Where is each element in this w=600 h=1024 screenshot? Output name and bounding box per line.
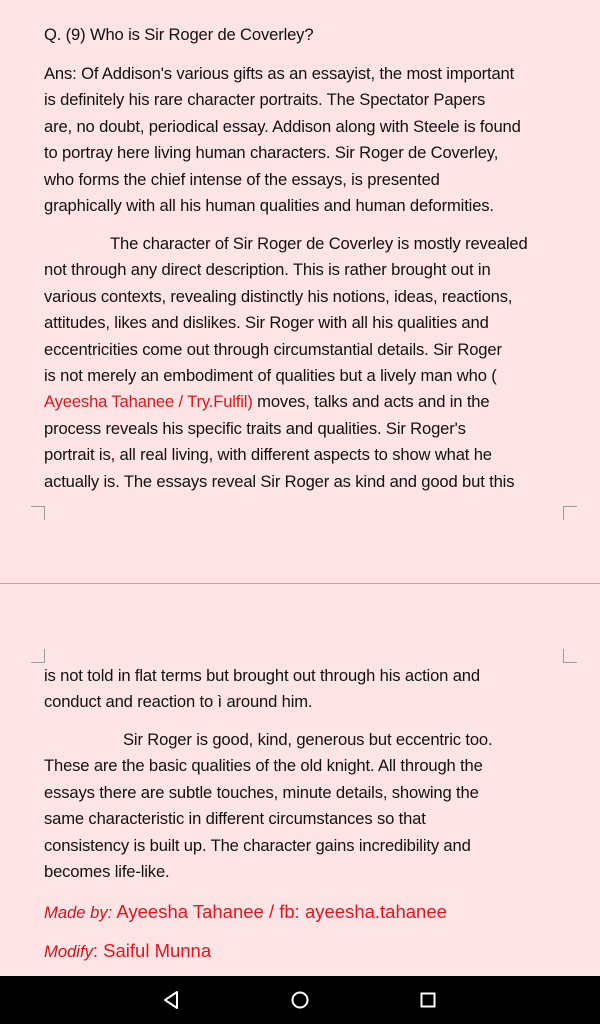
text-line: Sir Roger is good, kind, generous but eccentric too.	[123, 730, 493, 749]
text-line: attitudes, likes and dislikes. Sir Roger with all his qualities and	[44, 313, 489, 333]
text-line: process reveals his specific traits and qualities. Sir Roger's	[44, 418, 466, 438]
text-line: is definitely his rare character portraits. The Spectator Papers	[44, 90, 486, 110]
text-line: eccentricities come out through circumstantial details. Sir Roger	[44, 339, 502, 359]
text-line: conduct and reaction to ì around him.	[44, 692, 313, 712]
text-line: consistency is built up. The character gains incredibility and	[44, 835, 471, 855]
text-line: are, no doubt, periodical essay. Addison along with Steele is found	[44, 116, 521, 136]
text-line: who forms the chief intense of the essays, is presented	[44, 169, 440, 189]
made-by-label: Made by:	[44, 903, 113, 922]
text-line: actually is. The essays reveal Sir Roger as kind and good but this	[44, 471, 515, 491]
made-by-credit	[44, 901, 447, 923]
author-watermark-text: Ayeesha Tahanee / Try.Fulfil)	[44, 392, 253, 412]
text-line: to portray here living human characters. Sir Roger de Coverley,	[44, 143, 499, 163]
text-line: not through any direct description. This is rather brought out in	[44, 260, 491, 280]
page-corner-mark-bottom-left	[31, 506, 45, 520]
text-line: is not merely an embodiment of qualities but a lively man who (	[44, 366, 497, 386]
page-corner-mark-bottom-right	[563, 506, 577, 520]
qualities-paragraph	[44, 727, 569, 885]
question-text: Q. (9) Who is Sir Roger de Coverley?	[44, 25, 314, 44]
text-fragment: moves, talks and acts and in the	[252, 392, 490, 412]
text-line: Ans: Of Addison's various gifts as an essayist, the most important	[44, 64, 515, 83]
modify-label: Modify	[44, 942, 93, 961]
modify-value: : Saiful Munna	[92, 940, 212, 961]
text-line: portrait is, all real living, with different aspects to show what he	[44, 445, 492, 465]
document-page-2	[0, 584, 600, 976]
home-button[interactable]	[270, 976, 330, 1024]
text-line: same characteristic in different circumstances so that	[44, 809, 426, 829]
text-line: becomes life-like.	[44, 862, 170, 882]
text-line: The character of Sir Roger de Coverley is mostly revealed	[110, 234, 528, 253]
character-paragraph	[44, 231, 569, 495]
back-button[interactable]	[142, 976, 202, 1024]
text-line-with-watermark	[44, 389, 569, 415]
recents-button[interactable]	[398, 976, 458, 1024]
page-corner-mark-top-left	[31, 649, 45, 663]
home-icon	[290, 990, 310, 1010]
page-corner-mark-top-right	[563, 649, 577, 663]
text-line: These are the basic qualities of the old knight. All through the	[44, 756, 483, 776]
question-heading	[44, 22, 569, 48]
continued-paragraph	[44, 663, 569, 716]
text-line: essays there are subtle touches, minute details, showing the	[44, 782, 479, 802]
made-by-value: Ayeesha Tahanee / fb: ayeesha.tahanee	[112, 901, 447, 922]
system-navigation-bar	[0, 976, 600, 1024]
back-icon	[162, 990, 182, 1010]
text-line: is not told in flat terms but brought out through his action and	[44, 666, 480, 685]
text-line: various contexts, revealing distinctly his notions, ideas, reactions,	[44, 286, 513, 306]
text-line: graphically with all his human qualities and human deformities.	[44, 196, 494, 216]
answer-paragraph	[44, 61, 569, 219]
recents-icon	[418, 990, 438, 1010]
modify-credit	[44, 940, 211, 962]
